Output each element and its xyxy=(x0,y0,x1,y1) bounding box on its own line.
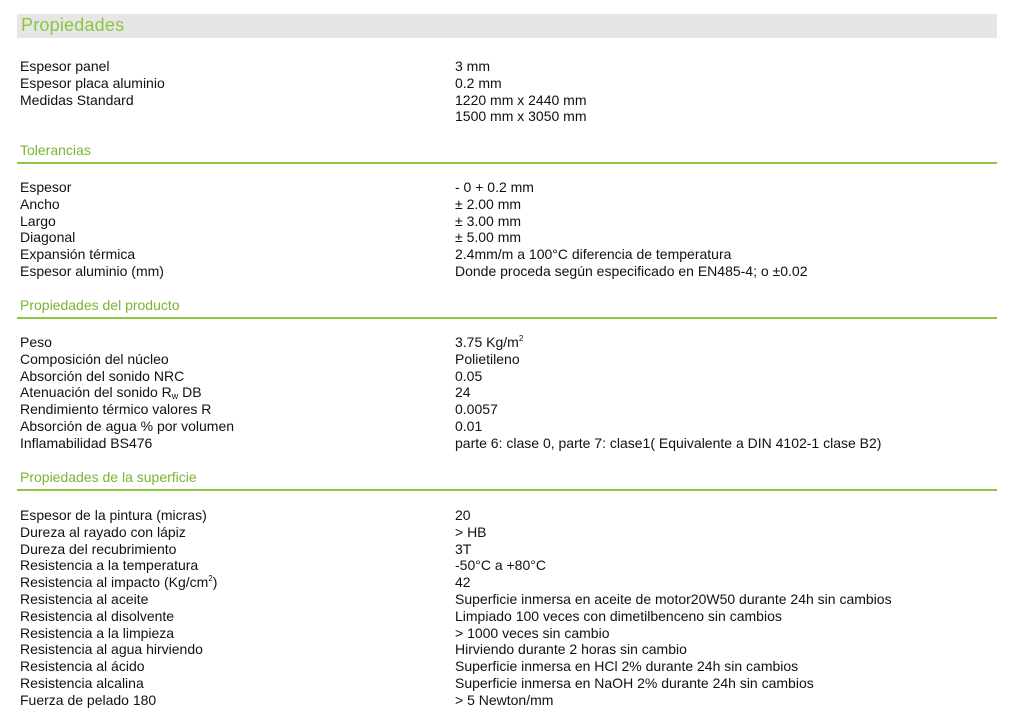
row-label: Rendimiento térmico valores R xyxy=(20,401,212,418)
table-row xyxy=(20,368,1010,385)
row-label: Resistencia al agua hirviendo xyxy=(20,641,203,658)
row-value: Polietileno xyxy=(455,350,520,367)
superscript: 2 xyxy=(208,574,213,584)
row-value: 1500 mm x 3050 mm xyxy=(455,108,587,125)
row-label: Dureza al rayado con lápiz xyxy=(20,523,186,540)
table-row xyxy=(20,229,1010,246)
row-label: Espesor panel xyxy=(20,58,110,74)
row-label: Dureza del recubrimiento xyxy=(20,540,177,557)
row-value: 20 xyxy=(455,507,471,523)
table-row xyxy=(20,524,1010,541)
row-label xyxy=(20,384,202,401)
row-label: Diagonal xyxy=(20,229,76,246)
tolerancias-table xyxy=(20,179,1010,280)
table-row xyxy=(20,246,1010,263)
table-row xyxy=(20,675,1010,692)
table-row xyxy=(20,384,1010,401)
row-label: Inflamabilidad BS476 xyxy=(20,434,153,451)
row-label: Resistencia a la temperatura xyxy=(20,557,199,574)
table-row xyxy=(20,625,1010,642)
row-value: - 0 + 0.2 mm xyxy=(455,179,534,195)
table-row xyxy=(20,608,1010,625)
aten-label: Atenuación del sonido R xyxy=(20,384,172,401)
row-value: > 1000 veces sin cambio xyxy=(455,624,610,641)
row-label: Composición del núcleo xyxy=(20,350,169,367)
row-value: 3T xyxy=(455,540,472,557)
general-table xyxy=(20,58,1010,125)
row-value: parte 6: clase 0, parte 7: clase1( Equivalente a DIN 4102-1 clase B2) xyxy=(455,434,882,451)
table-row xyxy=(20,641,1010,658)
row-label: Espesor de la pintura (micras) xyxy=(20,507,207,523)
row-label: Fuerza de pelado 180 xyxy=(20,691,157,708)
row-value: Hirviendo durante 2 horas sin cambio xyxy=(455,641,687,658)
row-value xyxy=(455,334,523,351)
section-heading-superficie xyxy=(17,469,997,491)
row-value: Limpiado 100 veces con dimetilbenceno sin cambios xyxy=(455,607,782,624)
row-value: 0.01 xyxy=(455,417,483,434)
row-label: Resistencia a la limpieza xyxy=(20,624,175,641)
row-label: Medidas Standard xyxy=(20,91,134,108)
row-value: Superficie inmersa en NaOH 2% durante 24h sin cambios xyxy=(455,674,814,691)
row-label: Ancho xyxy=(20,195,60,212)
section-title: Tolerancias xyxy=(20,142,91,158)
table-row xyxy=(20,213,1010,230)
row-value: > 5 Newton/mm xyxy=(455,691,554,708)
row-label: Absorción de agua % por volumen xyxy=(20,417,235,434)
row-value: 0.2 mm xyxy=(455,74,502,91)
table-row xyxy=(20,263,1010,280)
table-row xyxy=(20,658,1010,675)
section-heading-tolerancias xyxy=(17,142,997,164)
row-value: Donde proceda según especificado en EN485-4; o ±0.02 xyxy=(455,262,808,279)
row-label: Espesor xyxy=(20,179,72,195)
table-row xyxy=(20,418,1010,435)
row-label: Peso xyxy=(20,334,52,350)
row-label xyxy=(20,574,217,591)
table-row xyxy=(20,435,1010,452)
table-row xyxy=(20,541,1010,558)
row-label: Espesor placa aluminio xyxy=(20,74,165,91)
row-value: ± 2.00 mm xyxy=(455,195,522,212)
row-value: 24 xyxy=(455,384,471,401)
row-value: 3 mm xyxy=(455,58,490,74)
section-title: Propiedades de la superficie xyxy=(20,469,197,485)
table-row xyxy=(20,351,1010,368)
table-row xyxy=(20,92,1010,109)
row-value: Superficie inmersa en aceite de motor20W50 durante 24h sin cambios xyxy=(455,590,892,607)
table-row xyxy=(20,591,1010,608)
table-row xyxy=(20,401,1010,418)
row-value: > HB xyxy=(455,523,487,540)
row-label: Resistencia al aceite xyxy=(20,590,149,607)
impacto-label: Resistencia al impacto (Kg/cm xyxy=(20,574,209,591)
table-row xyxy=(20,574,1010,591)
superficie-table xyxy=(20,507,1010,709)
row-label: Absorción del sonido NRC xyxy=(20,367,185,384)
subscript: w xyxy=(171,391,179,402)
row-value: 42 xyxy=(455,574,471,591)
table-row xyxy=(20,692,1010,709)
peso-value: 3.75 Kg/m xyxy=(455,334,519,350)
impacto-suffix: ) xyxy=(212,574,218,591)
row-value: ± 5.00 mm xyxy=(455,229,522,246)
section-title: Propiedades del producto xyxy=(20,297,180,313)
row-label: Largo xyxy=(20,212,56,229)
row-value: Superficie inmersa en HCl 2% durante 24h sin cambios xyxy=(455,658,799,675)
table-row xyxy=(20,179,1010,196)
table-row xyxy=(20,58,1010,75)
table-row xyxy=(20,507,1010,524)
row-label: Resistencia alcalina xyxy=(20,674,144,691)
row-value: 0.0057 xyxy=(455,401,498,418)
table-row xyxy=(20,196,1010,213)
table-row xyxy=(20,557,1010,574)
aten-suffix: DB xyxy=(178,384,202,401)
row-value: -50°C a +80°C xyxy=(455,557,546,574)
row-value: 0.05 xyxy=(455,367,483,384)
row-label: Resistencia al disolvente xyxy=(20,607,175,624)
row-value: ± 3.00 mm xyxy=(455,212,522,229)
table-row xyxy=(20,108,1010,125)
row-label: Expansión térmica xyxy=(20,246,136,263)
page-title-bar xyxy=(17,14,997,38)
row-value: 2.4mm/m a 100°C diferencia de temperatura xyxy=(455,246,732,263)
superscript: 2 xyxy=(518,334,524,343)
producto-table xyxy=(20,334,1010,452)
page-title: Propiedades xyxy=(21,15,125,35)
row-label: Espesor aluminio (mm) xyxy=(20,262,164,279)
row-value: 1220 mm x 2440 mm xyxy=(455,91,587,108)
table-row xyxy=(20,334,1010,351)
section-heading-producto xyxy=(17,297,997,319)
table-row xyxy=(20,75,1010,92)
row-label: Resistencia al ácido xyxy=(20,658,145,675)
